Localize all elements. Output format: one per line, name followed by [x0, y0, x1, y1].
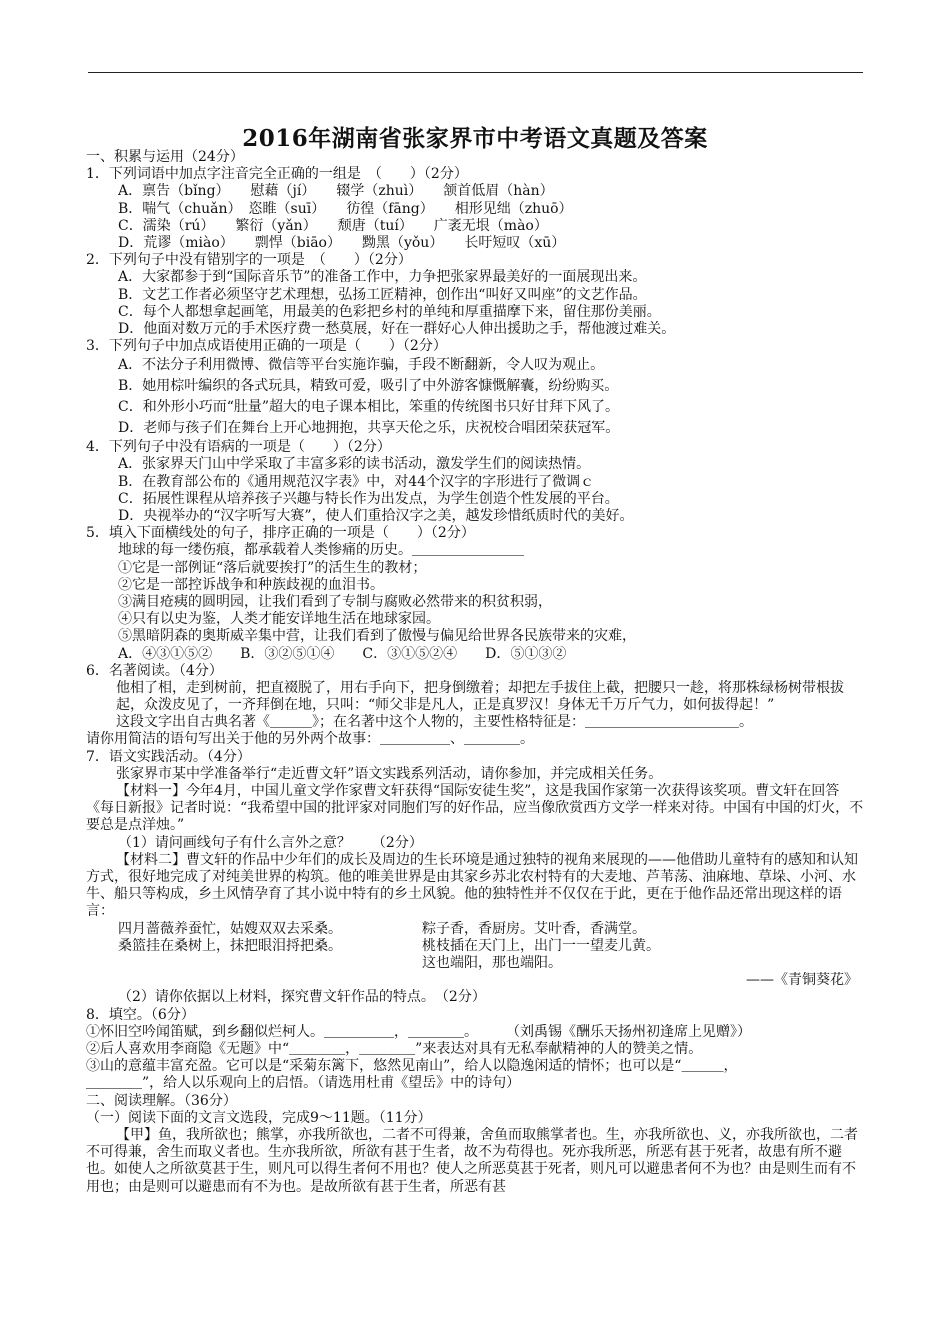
q2-option-b: B．文艺工作者必须坚守艺术理想，弘扬工匠精神，创作出“叫好又叫座”的文艺作品。 — [118, 286, 647, 303]
section-2-heading: 二、阅读理解。（36分） — [86, 1092, 237, 1109]
q7-material-2: 【材料二】曹文轩的作品中少年们的成长及周边的生长环境是通过独特的视角来展现的——他借助儿童特有的感知和认知方式，很好地完成了对纯美世界的构筑。他的唯美世界是由其家乡苏北农村特有的大麦地、芦苇荡、油麻地、草垛、小河、水牛、船只等构成，乡土风情孕育了其小说中特有的乡土风貌。他的独特性并不仅仅在于此，更在于他作品还常出现这样的语言： — [86, 851, 858, 920]
question-6: 6．名著阅读。（4分） — [86, 662, 223, 679]
q8-item-1: ①怀旧空吟闻笛赋，到乡翻似烂柯人。＿＿＿＿＿，＿＿＿＿。 （刘禹锡《酬乐天扬州初逢席上见赠》） — [86, 1023, 751, 1040]
poem-line-2: 粽子香，香厨房。艾叶香，香满堂。 — [422, 920, 646, 937]
q5-sentence-2: ②它是一部控诉战争和种族歧视的血泪书。 — [118, 576, 384, 593]
q8-item-2: ②后人喜欢用李商隐《无题》中“＿＿＿＿，＿＿＿＿”来表达对具有无私奉献精神的人的赞美之情。 — [86, 1040, 703, 1057]
q5-stem: 地球的每一缕伤痕，都承载着人类惨痛的历史。＿＿＿＿＿＿＿＿ — [118, 542, 524, 559]
question-5: 5．填入下面横线处的句子，排序正确的一项是（ ）（2分） — [86, 525, 475, 542]
q3-option-d: D．老师与孩子们在舞台上开心地拥抱，共享天伦之乐，庆祝校合唱团荣获冠军。 — [118, 420, 620, 437]
q5-sentence-5: ⑤黑暗阴森的奥斯威辛集中营，让我们看到了傲慢与偏见给世界各民族带来的灾难， — [118, 628, 636, 645]
poem-source: ——《青铜葵花》 — [746, 972, 858, 989]
q2-option-c: C．每个人都想拿起画笔，用最美的色彩把乡村的单纯和厚重描摩下来，留住那份美丽。 — [118, 303, 661, 320]
document-title: 2016年湖南省张家界市中考语文真题及答案 — [242, 125, 708, 152]
q1-option-b: B．喘气（chuǎn） 恣睢（suī） 彷徨（fāng） 相形见绌（zhuō） — [118, 200, 573, 217]
reading-passage-a: 【甲】鱼，我所欲也；熊掌，亦我所欲也，二者不可得兼，舍鱼而取熊掌者也。生，亦我所欲也、义，亦我所欲也，二者不可得兼，舍生而取义者也。生亦我所欲，所欲有甚于生者，故不为苟得也。死亦我所恶，所恶有甚于死者，故患有所不避也。如使人之所欲莫甚于生，则凡可以得生者何不用也？使人之所恶莫甚于死者，则凡可以避患者何不为也？由是则生而有不用也；由是则可以避患而有不为也。是故所欲有甚于生者，所恶有甚 — [86, 1126, 858, 1195]
q6-blank-2: 请你用简洁的语句写出关于他的另外两个故事：＿＿＿＿＿、＿＿＿＿。 — [86, 731, 534, 748]
q3-option-b: B．她用棕叶编织的各式玩具，精致可爱，吸引了中外游客慷慨解囊，纷纷购买。 — [118, 378, 619, 395]
poem-line-4: 桃枝插在天门上，出门一一望麦儿黄。 — [422, 937, 660, 954]
q1-option-d: D．荒谬（miào） 剽悍（biāo） 黝黑（yǒu） 长吁短叹（xū） — [118, 234, 566, 251]
poem-line-1: 四月蔷薇养蚕忙，姑嫂双双去采桑。 — [118, 920, 342, 937]
q6-passage: 他相了相，走到树前，把直裰脱了，用右手向下，把身倒缴着；却把左手拔住上截，把腰只一趁，将那株绿杨树带根拔起，众泼皮见了，一齐拜倒在地，只叫：“师父非是凡人，正是真罗汉！身体无千万斤气力，如何拔得起！” — [116, 679, 844, 714]
question-1: 1．下列词语中加点字注音完全正确的一组是 （ ）（2分） — [86, 166, 468, 183]
section-heading: 一、积累与运用（24分） — [86, 149, 244, 165]
q6-blank-1: 这段文字出自古典名著《＿＿＿》；在名著中这个人物的，主要性格特征是：＿＿＿＿＿＿＿＿＿＿＿。 — [116, 714, 753, 731]
poem-line-3: 桑篮挂在桑树上，抹把眼泪捋把桑。 — [118, 937, 342, 954]
document-body — [86, 149, 866, 1196]
q3-option-a: A．不法分子利用微博、微信等平台实施诈骗，手段不断翻新，令人叹为观止。 — [118, 357, 605, 374]
question-8: 8．填空。（6分） — [86, 1006, 195, 1023]
header-rule — [88, 72, 863, 73]
q1-option-c: C．濡染（rú） 繁衍（yǎn） 颓唐（tuí） 广袤无垠（mào） — [118, 217, 548, 234]
q4-option-a: A．张家界天门山中学采取了丰富多彩的读书活动，激发学生们的阅读热情。 — [118, 456, 591, 473]
q3-option-c: C．和外形小巧而“肚量”超大的电子课本相比，笨重的传统图书只好甘拜下风了。 — [118, 399, 620, 416]
q5-sentence-3: ③满目疮痍的圆明园，让我们看到了专制与腐败必然带来的积贫积弱， — [118, 593, 552, 610]
q4-option-c: C．拓展性课程从培养孩子兴趣与特长作为出发点，为学生创造个性发展的平台。 — [118, 490, 619, 507]
q5-sentence-1: ①它是一部例证“落后就要挨打”的活生生的教材； — [118, 559, 427, 576]
question-7: 7．语文实践活动。（4分） — [86, 748, 251, 765]
q7-subquestion-2: （2）请你依据以上材料，探究曹文轩作品的特点。 （2分） — [118, 989, 486, 1006]
q7-subquestion-1: （1）请问画线句子有什么言外之意？ （2分） — [118, 834, 423, 851]
q2-option-a: A．大家都参于到“国际音乐节”的准备工作中，力争把张家界最美好的一面展现出来。 — [118, 269, 647, 286]
q8-item-3-cont: ＿＿＿＿”，给人以乐观向上的启悟。（请选用杜甫《望岳》中的诗句） — [86, 1075, 521, 1092]
q4-option-d: D．央视举办的“汉字听写大赛”，使人们重拾汉字之美，越发珍惜纸质时代的美好。 — [118, 508, 634, 524]
q2-option-d: D．他面对数万元的手术医疗费一愁莫展，好在一群好心人伸出援助之手，帮他渡过难关。 — [118, 320, 676, 337]
q4-option-b: B．在教育部公布的《通用规范汉字表》中，对44个汉字的字形进行了微调ｃ — [118, 473, 595, 490]
question-2: 2．下列句子中没有错别字的一项是 （ ）（2分） — [86, 252, 412, 269]
reading-1-heading: （一）阅读下面的文言文选段，完成9～11题。（11分） — [86, 1109, 432, 1126]
q7-material-1: 【材料一】今年4月，中国儿童文学作家曹文轩获得“国际安徒生奖”，这是我国作家第一次获得该奖项。曹文轩在回答《每日新报》记者时说：“我希望中国的批评家对同胞们写的好作品，应当像欣赏西方文学一样来对待。中国有中国的灯火，不要总是点洋烛。” — [86, 783, 864, 834]
q7-intro: 张家界市某中学准备举行“走近曹文轩”语文实践系列活动，请你参加，并完成相关任务。 — [116, 765, 663, 782]
q5-options: A．④③①⑤② B．③②⑤①④ C．③①⑤②④ D．⑤①③② — [118, 645, 567, 662]
q5-sentence-4: ④只有以史为鉴，人类才能安详地生活在地球家园。 — [118, 611, 440, 628]
q1-option-a: A．禀告（bǐng） 慰藉（jí） 辍学（zhuì） 颔首低眉（hàn） — [118, 183, 554, 200]
question-4: 4．下列句子中没有语病的一项是（ ）（2分） — [86, 439, 391, 456]
question-3: 3．下列句子中加点成语使用正确的一项是（ ）（2分） — [86, 338, 447, 355]
q8-item-3: ③山的意蕴丰富充盈。它可以是“采菊东篱下，悠然见南山”，给人以隐逸闲适的情怀；也可以是“＿＿＿， — [86, 1058, 738, 1075]
poem-line-5: 这也端阳，那也端阳。 — [422, 955, 562, 972]
